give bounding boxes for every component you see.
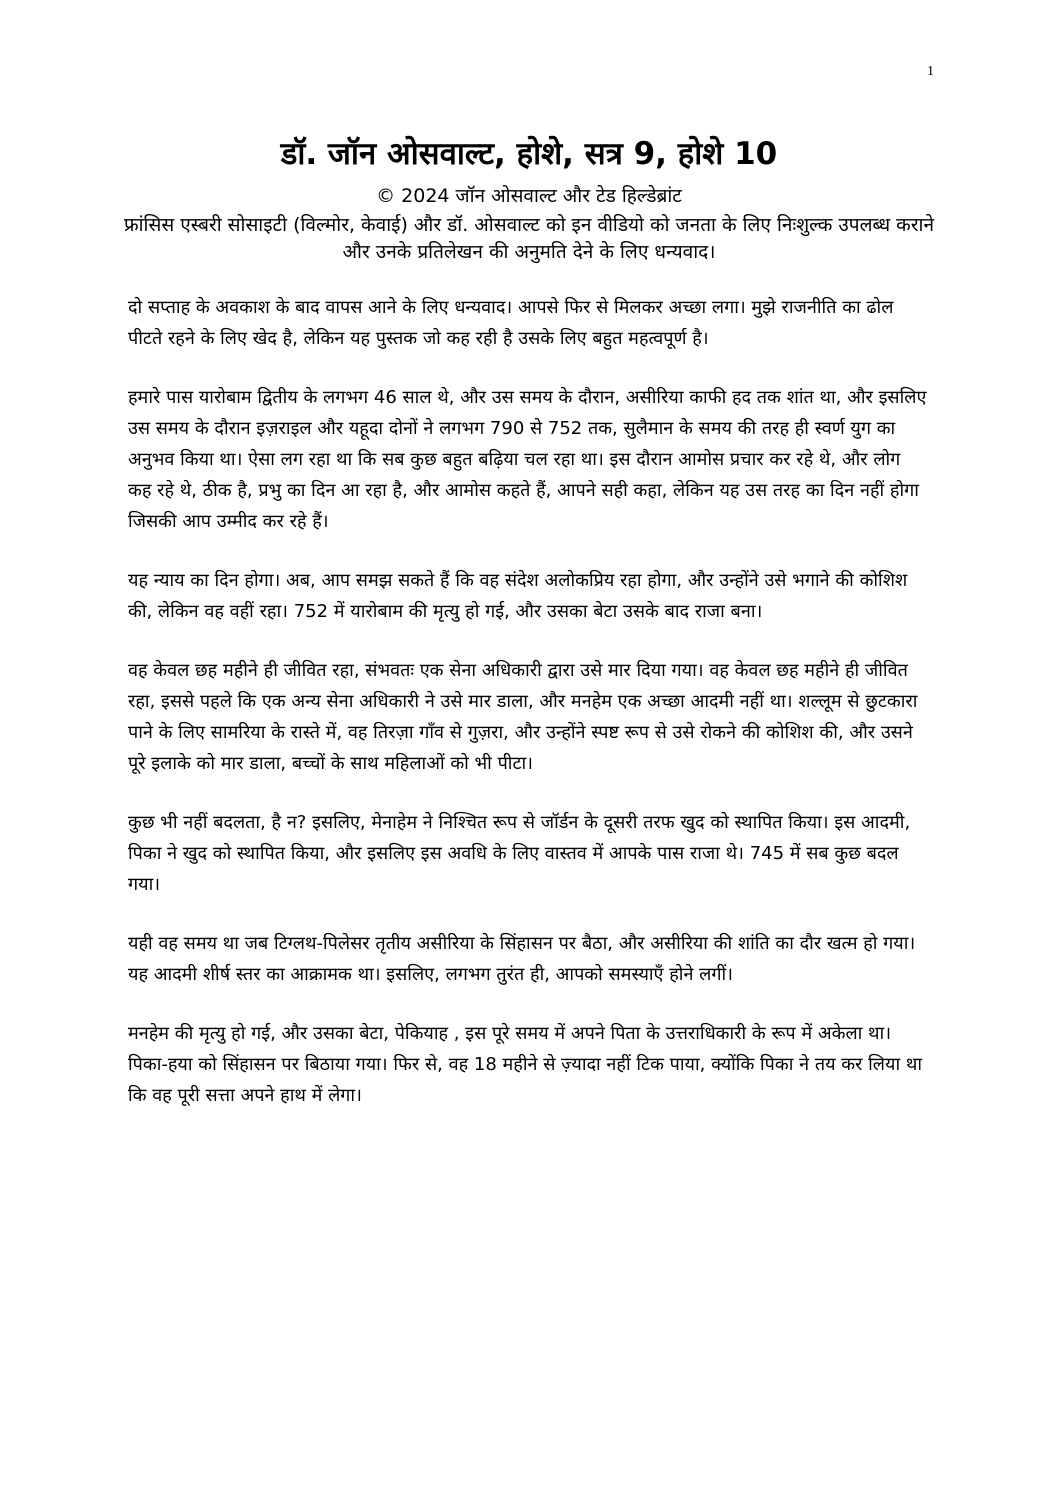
document-header xyxy=(110,136,948,267)
paragraph: कुछ भी नहीं बदलता, है न? इसलिए, मेनाहेम ने निश्चित रूप से जॉर्डन के दूसरी तरफ खुद को स्थापित किया। इस आदमी, पिका ने खुद को स्थापित किया, और इसलिए इस अवधि के लिए वास्तव में आपके पास राजा थे। 745 में सब कुछ बदल गया। xyxy=(128,812,911,895)
paragraph: यह न्याय का दिन होगा। अब, आप समझ सकते हैं कि वह संदेश अलोकप्रिय रहा होगा, और उन्होंने उसे भगाने की कोशिश की, लेकिन वह वहीं रहा। 752 में यारोबाम की मृत्यु हो गई, और उसका बेटा उसके बाद राजा बना। xyxy=(128,570,908,622)
acknowledgement: फ्रांसिस एस्बरी सोसाइटी (विल्मोर, केवाई) और डॉ. ओसवाल्ट को इन वीडियो को जनता के लिए निःशुल्क उपलब्ध कराने और उनके प्रतिलेखन की अनुमति देने के लिए धन्यवाद। xyxy=(123,213,934,264)
paragraph: हमारे पास यारोबाम द्वितीय के लगभग 46 साल थे, और उस समय के दौरान, असीरिया काफी हद तक शांत था, और इसलिए उस समय के दौरान इज़राइल और यहूदा दोनों ने लगभग 790 से 752 तक, सुलैमान के समय की तरह ही स्वर्ण युग का अनुभव किया था। ऐसा लग रहा था कि सब कुछ बहुत बढ़िया चल रहा था। इस दौरान आमोस प्रचार कर रहे थे, और लोग कह रहे थे, ठीक है, प्रभु का दिन आ रहा है, और आमोस कहते हैं, आपने सही कहा, लेकिन यह उस तरह का दिन नहीं होगा जिसकी आप उम्मीद कर रहे हैं। xyxy=(128,387,927,532)
document-body xyxy=(128,292,928,1139)
paragraph: यही वह समय था जब टिग्लथ-पिलेसर तृतीय असीरिया के सिंहासन पर बैठा, और असीरिया की शांति का दौर खत्म हो गया। यह आदमी शीर्ष स्तर का आक्रामक था। इसलिए, लगभग तुरंत ही, आपको समस्याएँ होने लगीं। xyxy=(128,933,916,985)
document-title: डॉ. जॉन ओसवाल्ट, होशे, सत्र 9, होशे 10 xyxy=(280,136,778,172)
copyright-line: © 2024 जॉन ओसवाल्ट और टेड हिल्डेब्रांट xyxy=(376,185,682,208)
paragraph: दो सप्ताह के अवकाश के बाद वापस आने के लिए धन्यवाद। आपसे फिर से मिलकर अच्छा लगा। मुझे राजनीति का ढोल पीटते रहने के लिए खेद है, लेकिन यह पुस्तक जो कह रही है उसके लिए बहुत महत्वपूर्ण है। xyxy=(128,297,894,349)
page-number: 1 xyxy=(927,64,934,79)
paragraph: वह केवल छह महीने ही जीवित रहा, संभवतः एक सेना अधिकारी द्वारा उसे मार दिया गया। वह केवल छह महीने ही जीवित रहा, इससे पहले कि एक अन्य सेना अधिकारी ने उसे मार डाला, और मनहेम एक अच्छा आदमी नहीं था। शल्लूम से छुटकारा पाने के लिए सामरिया के रास्ते में, वह तिरज़ा गाँव से गुज़रा, और उन्होंने स्पष्ट रूप से उसे रोकने की कोशिश की, और उसने पूरे इलाके को मार डाला, बच्चों के साथ महिलाओं को भी पीटा। xyxy=(128,660,918,774)
paragraph: मनहेम की मृत्यु हो गई, और उसका बेटा, पेकियाह , इस पूरे समय में अपने पिता के उत्तराधिकारी के रूप में अकेला था। पिका-हया को सिंहासन पर बिठाया गया। फिर से, वह 18 महीने से ज़्यादा नहीं टिक पाया, क्योंकि पिका ने तय कर लिया था कि वह पूरी सत्ता अपने हाथ में लेगा। xyxy=(128,1023,922,1106)
